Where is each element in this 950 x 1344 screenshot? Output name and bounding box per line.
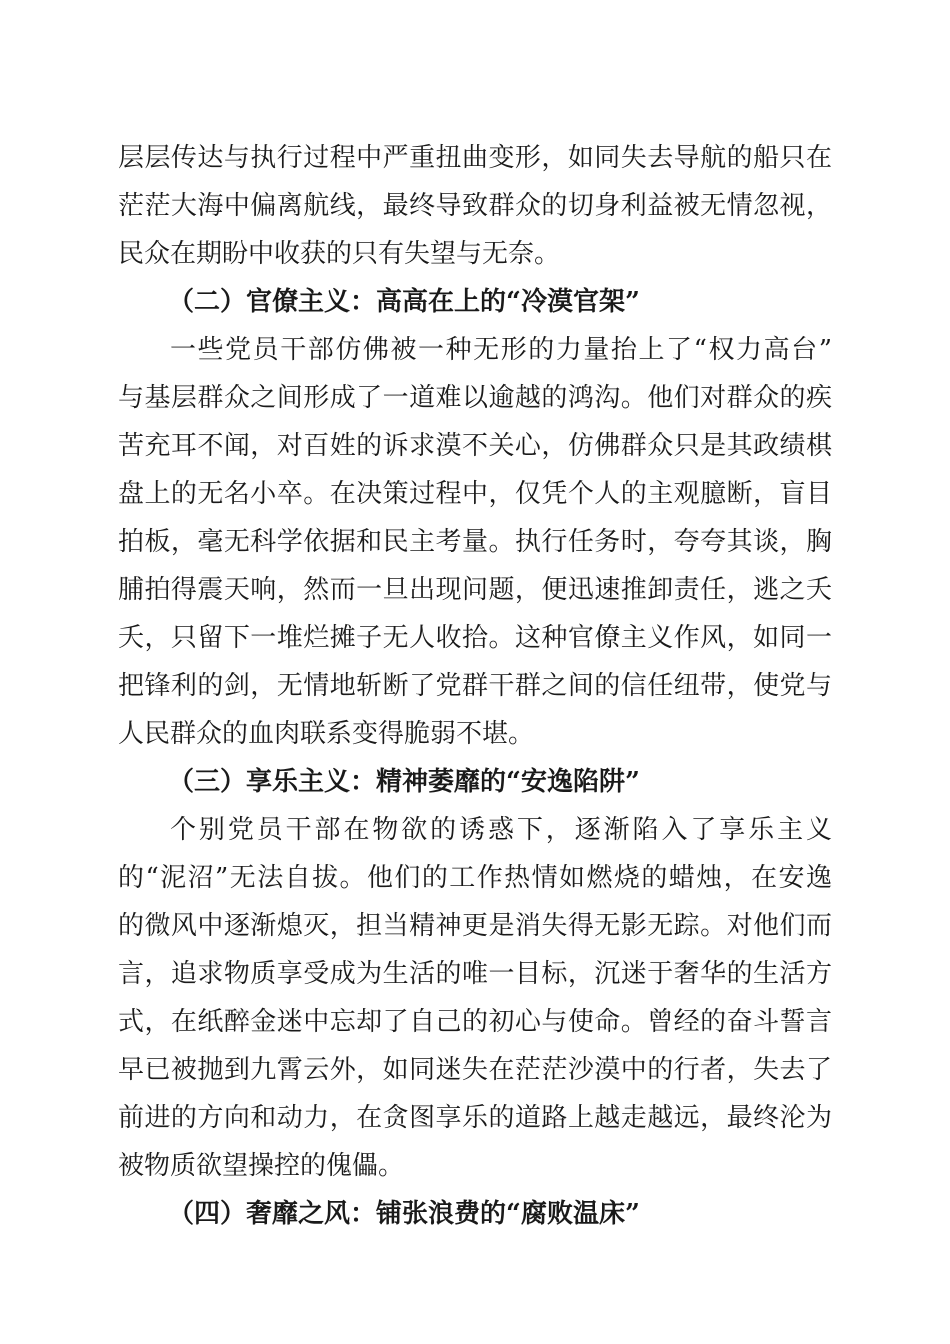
paragraph-hedonism (118, 806, 832, 1190)
text-line: 个别党员干部在物欲的诱惑下，逐渐陷入了享乐主义 (170, 815, 832, 845)
section-heading-bureaucratism: （二）官僚主义：高高在上的“冷漠官架” (168, 287, 640, 317)
text-line: 一些党员干部仿佛被一种无形的力量抬上了“权力高台” (170, 335, 832, 365)
text-line: 把锋利的剑，无情地斩断了党群干群之间的信任纽带，使党与 (118, 671, 832, 701)
text-line: 苦充耳不闻，对百姓的诉求漠不关心，仿佛群众只是其政绩棋 (118, 431, 832, 461)
section-heading-hedonism: （三）享乐主义：精神萎靡的“安逸陷阱” (168, 767, 640, 797)
text-line: 层层传达与执行过程中严重扭曲变形，如同失去导航的船只在 (118, 143, 832, 173)
text-line: 夭，只留下一堆烂摊子无人收拾。这种官僚主义作风，如同一 (118, 623, 832, 653)
text-line: 的“泥沼”无法自拔。他们的工作热情如燃烧的蜡烛，在安逸 (118, 863, 832, 893)
text-line: 式，在纸醉金迷中忘却了自己的初心与使命。曾经的奋斗誓言 (118, 1007, 832, 1037)
text-line: 茫茫大海中偏离航线，最终导致群众的切身利益被无情忽视， (118, 191, 832, 221)
text-line: 被物质欲望操控的傀儡。 (118, 1151, 405, 1181)
text-line: 与基层群众之间形成了一道难以逾越的鸿沟。他们对群众的疾 (118, 383, 832, 413)
document-body (118, 134, 832, 1238)
text-line: 民众在期盼中收获的只有失望与无奈。 (118, 239, 561, 269)
text-line: 拍板，毫无科学依据和民主考量。执行任务时，夸夸其谈，胸 (118, 527, 832, 557)
text-line: 人民群众的血肉联系变得脆弱不堪。 (118, 719, 535, 749)
text-line: 早已被抛到九霄云外，如同迷失在茫茫沙漠中的行者，失去了 (118, 1055, 832, 1085)
paragraph-bureaucratism (118, 326, 832, 758)
text-line: 的微风中逐渐熄灭，担当精神更是消失得无影无踪。对他们而 (118, 911, 832, 941)
section-heading-extravagance: （四）奢靡之风：铺张浪费的“腐败温床” (168, 1199, 640, 1229)
text-line: 脯拍得震天响，然而一旦出现问题，便迅速推卸责任，逃之夭 (118, 575, 832, 605)
text-line: 言，追求物质享受成为生活的唯一目标，沉迷于奢华的生活方 (118, 959, 832, 989)
text-line: 盘上的无名小卒。在决策过程中，仅凭个人的主观臆断，盲目 (118, 479, 832, 509)
text-line: 前进的方向和动力，在贪图享乐的道路上越走越远，最终沦为 (118, 1103, 832, 1133)
paragraph-continuation (118, 134, 832, 278)
